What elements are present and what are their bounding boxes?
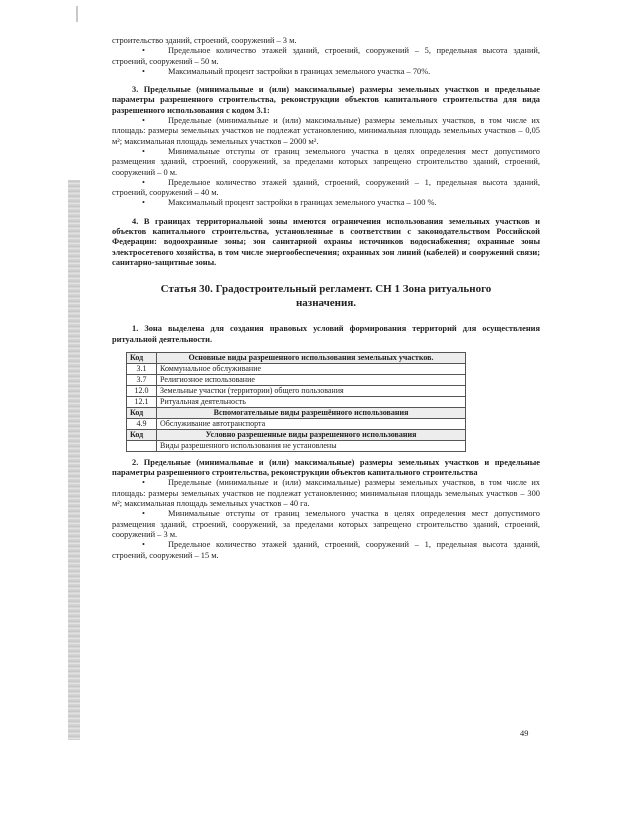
use-name: Земельные участки (территории) общего пользования — [157, 385, 466, 396]
column-header-title: Основные виды разрешенного использования земельных участков. — [157, 352, 466, 363]
permitted-uses-table — [126, 352, 466, 452]
use-code: 3.1 — [127, 363, 157, 374]
bullet-icon: • — [142, 540, 145, 550]
use-name: Обслуживание автотранспорта — [157, 418, 466, 429]
use-name: Виды разрешенного использования не установлены — [157, 440, 466, 451]
use-name: Религиозное использование — [157, 374, 466, 385]
bullet-item: • Предельные (минимальные и (или) максимальные) размеры земельных участков, в том числе их площадь: размеры земельных участков не подлежат установлению; минимальная площадь земельных участков – 300 м²; максимальная площадь земельных участков – 40 га. — [112, 478, 540, 509]
table-body — [127, 352, 466, 451]
column-header-title: Условно разрешенные виды разрешенного использования — [157, 429, 466, 440]
table-header-row — [127, 429, 466, 440]
bullet-item: • Предельное количество этажей зданий, строений, сооружений – 5, предельная высота зданий, строений, сооружений – 50 м. — [112, 46, 540, 66]
bullet-item: • Минимальные отступы от границ земельного участка в целях определения мест допустимого размещения зданий, строений, сооружений, за пределами которых запрещено строительство зданий, строений, сооружений – 3 м. — [112, 509, 540, 539]
use-code: 3.7 — [127, 374, 157, 385]
table-header-row — [127, 352, 466, 363]
use-code — [127, 440, 157, 451]
bullet-item: • Максимальный процент застройки в границах земельного участка – 100 %. — [142, 198, 437, 208]
bullet-icon: • — [142, 66, 145, 76]
scan-mark — [76, 6, 78, 22]
paragraph: строительство зданий, строений, сооружений – 3 м. — [112, 36, 297, 45]
table-header-row — [127, 407, 466, 418]
table-row — [127, 440, 466, 451]
restrictions-paragraph: 4. В границах территориальной зоны имеются ограничения использования земельных участков и объектов капитального строительства, установленные в соответствии с законодательством Российской Федерации: водоохранные зоны; зон санитарной охраны источников водоснабжения; охранные зоны электросетевого хозяйства, в том числе энергообеспечения; охранных зон линий (кабелей) и сооружений связи; санитарно-защитные зоны. — [112, 216, 540, 267]
bullet-item: • Предельное количество этажей зданий, строений, сооружений – 1, предельная высота зданий, строений, сооружений – 40 м. — [112, 177, 540, 198]
use-name: Коммунальное обслуживание — [157, 363, 466, 374]
column-header-code: Код — [127, 407, 157, 418]
scan-binding-edge — [68, 180, 80, 740]
table-row — [127, 385, 466, 396]
bullet-item: • Максимальный процент застройки в границах земельного участка – 70%. — [142, 66, 431, 76]
page-content — [112, 36, 540, 561]
bullet-item: • Минимальные отступы от границ земельного участка в целях определения мест допустимого размещения зданий, строений, сооружений, за пределами которых запрещено строительство зданий, строений, сооружений – 0 м. — [112, 146, 540, 177]
column-header-title: Вспомогательные виды разрешённого использования — [157, 407, 466, 418]
table-row — [127, 363, 466, 374]
column-header-code: Код — [127, 429, 157, 440]
use-code: 12.0 — [127, 385, 157, 396]
section-heading: 3. Предельные (минимальные и (или) максимальные) размеры земельных участков и предельные параметры разрешенного строительства, реконструкции объектов капитального строительства для вида разрешенного использования с кодом 3.1: — [112, 85, 540, 115]
bullet-icon: • — [142, 478, 145, 488]
bullet-item: • Предельные (минимальные и (или) максимальные) размеры земельных участков, в том числе их площадь: размеры земельных участков не подлежат установлению, минимальная площадь земельных участков – 0,05 м²; максимальная площадь земельных участков – 2000 м². — [112, 116, 540, 146]
bullet-icon: • — [142, 198, 145, 208]
section-heading: 2. Предельные (минимальные и (или) максимальные) размеры земельных участков и предельные параметры разрешенного строительства, реконструкции объектов капитального строительства — [112, 457, 540, 478]
column-header-code: Код — [127, 352, 157, 363]
use-code: 12.1 — [127, 396, 157, 407]
bullet-icon: • — [142, 146, 145, 156]
table-row — [127, 418, 466, 429]
article-title: Статья 30. Градостроительный регламент. СН 1 Зона ритуального назначения. — [160, 283, 492, 309]
bullet-item: • Предельное количество этажей зданий, строений, сооружений – 1, предельная высота зданий, строений, сооружений – 15 м. — [112, 540, 540, 560]
bullet-icon: • — [142, 177, 145, 187]
use-name: Ритуальная деятельность — [157, 396, 466, 407]
page-number: 49 — [520, 729, 529, 738]
zone-purpose: 1. Зона выделена для создания правовых условий формирования территорий для осуществления ритуальной деятельности. — [112, 324, 540, 344]
bullet-icon: • — [142, 46, 145, 56]
bullet-icon: • — [142, 116, 145, 126]
table-row — [127, 396, 466, 407]
use-code: 4.9 — [127, 418, 157, 429]
table-row — [127, 374, 466, 385]
bullet-icon: • — [142, 509, 145, 519]
